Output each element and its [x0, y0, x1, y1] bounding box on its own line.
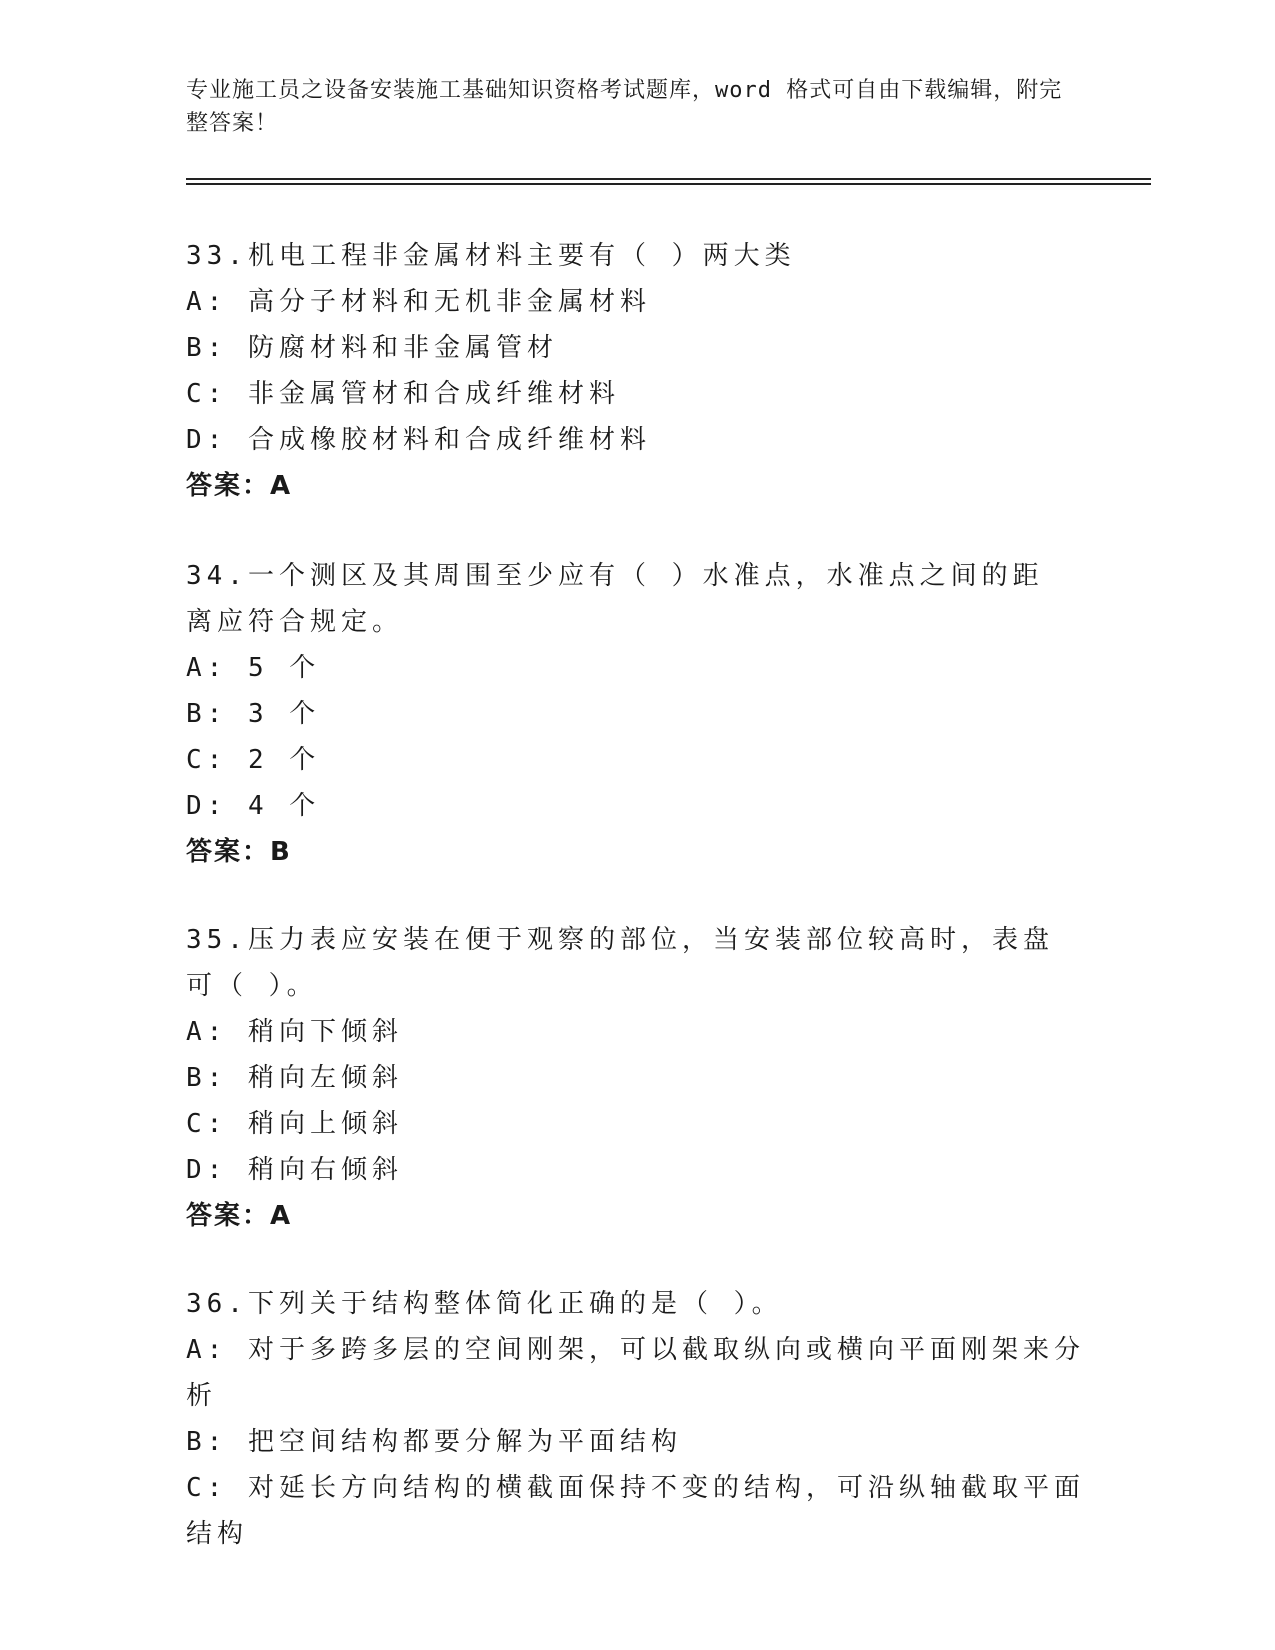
header-note: 专业施工员之设备安装施工基础知识资格考试题库，word 格式可自由下载编辑，附完整答案！ — [186, 78, 1063, 136]
question-34 — [186, 553, 1086, 875]
option-b: B: 把空间结构都要分解为平面结构 — [186, 1427, 682, 1457]
option-a: A: 对于多跨多层的空间刚架，可以截取纵向或横向平面刚架来分析 — [186, 1335, 1085, 1411]
question-stem: 34.一个测区及其周围至少应有（ ）水准点，水准点之间的距离应符合规定。 — [186, 561, 1044, 637]
option-b: B: 防腐材料和非金属管材 — [186, 333, 558, 363]
option-a: A: 高分子材料和无机非金属材料 — [186, 287, 651, 317]
question-33 — [186, 233, 1086, 509]
option-a: A: 稍向下倾斜 — [186, 1017, 403, 1047]
question-stem: 36.下列关于结构整体简化正确的是（ ）。 — [186, 1289, 783, 1319]
question-stem: 35.压力表应安装在便于观察的部位，当安装部位较高时，表盘可（ ）。 — [186, 925, 1054, 1001]
option-c: C: 稍向上倾斜 — [186, 1109, 403, 1139]
answer-line: 答案：B — [186, 837, 292, 867]
option-c: C: 对延长方向结构的横截面保持不变的结构，可沿纵轴截取平面结构 — [186, 1473, 1085, 1549]
option-c: C: 非金属管材和合成纤维材料 — [186, 379, 620, 409]
answer-line: 答案：A — [186, 1201, 293, 1231]
option-d: D: 合成橡胶材料和合成纤维材料 — [186, 425, 651, 455]
header-divider-bottom — [186, 183, 1151, 185]
option-a: A: 5 个 — [186, 653, 321, 683]
answer-line: 答案：A — [186, 471, 293, 501]
option-b: B: 3 个 — [186, 699, 321, 729]
header-divider-top — [186, 178, 1151, 180]
option-d: D: 稍向右倾斜 — [186, 1155, 403, 1185]
option-c: C: 2 个 — [186, 745, 321, 775]
option-d: D: 4 个 — [186, 791, 321, 821]
option-b: B: 稍向左倾斜 — [186, 1063, 403, 1093]
question-36 — [186, 1281, 1086, 1557]
question-35 — [186, 917, 1086, 1239]
question-stem: 33.机电工程非金属材料主要有（ ）两大类 — [186, 241, 796, 271]
